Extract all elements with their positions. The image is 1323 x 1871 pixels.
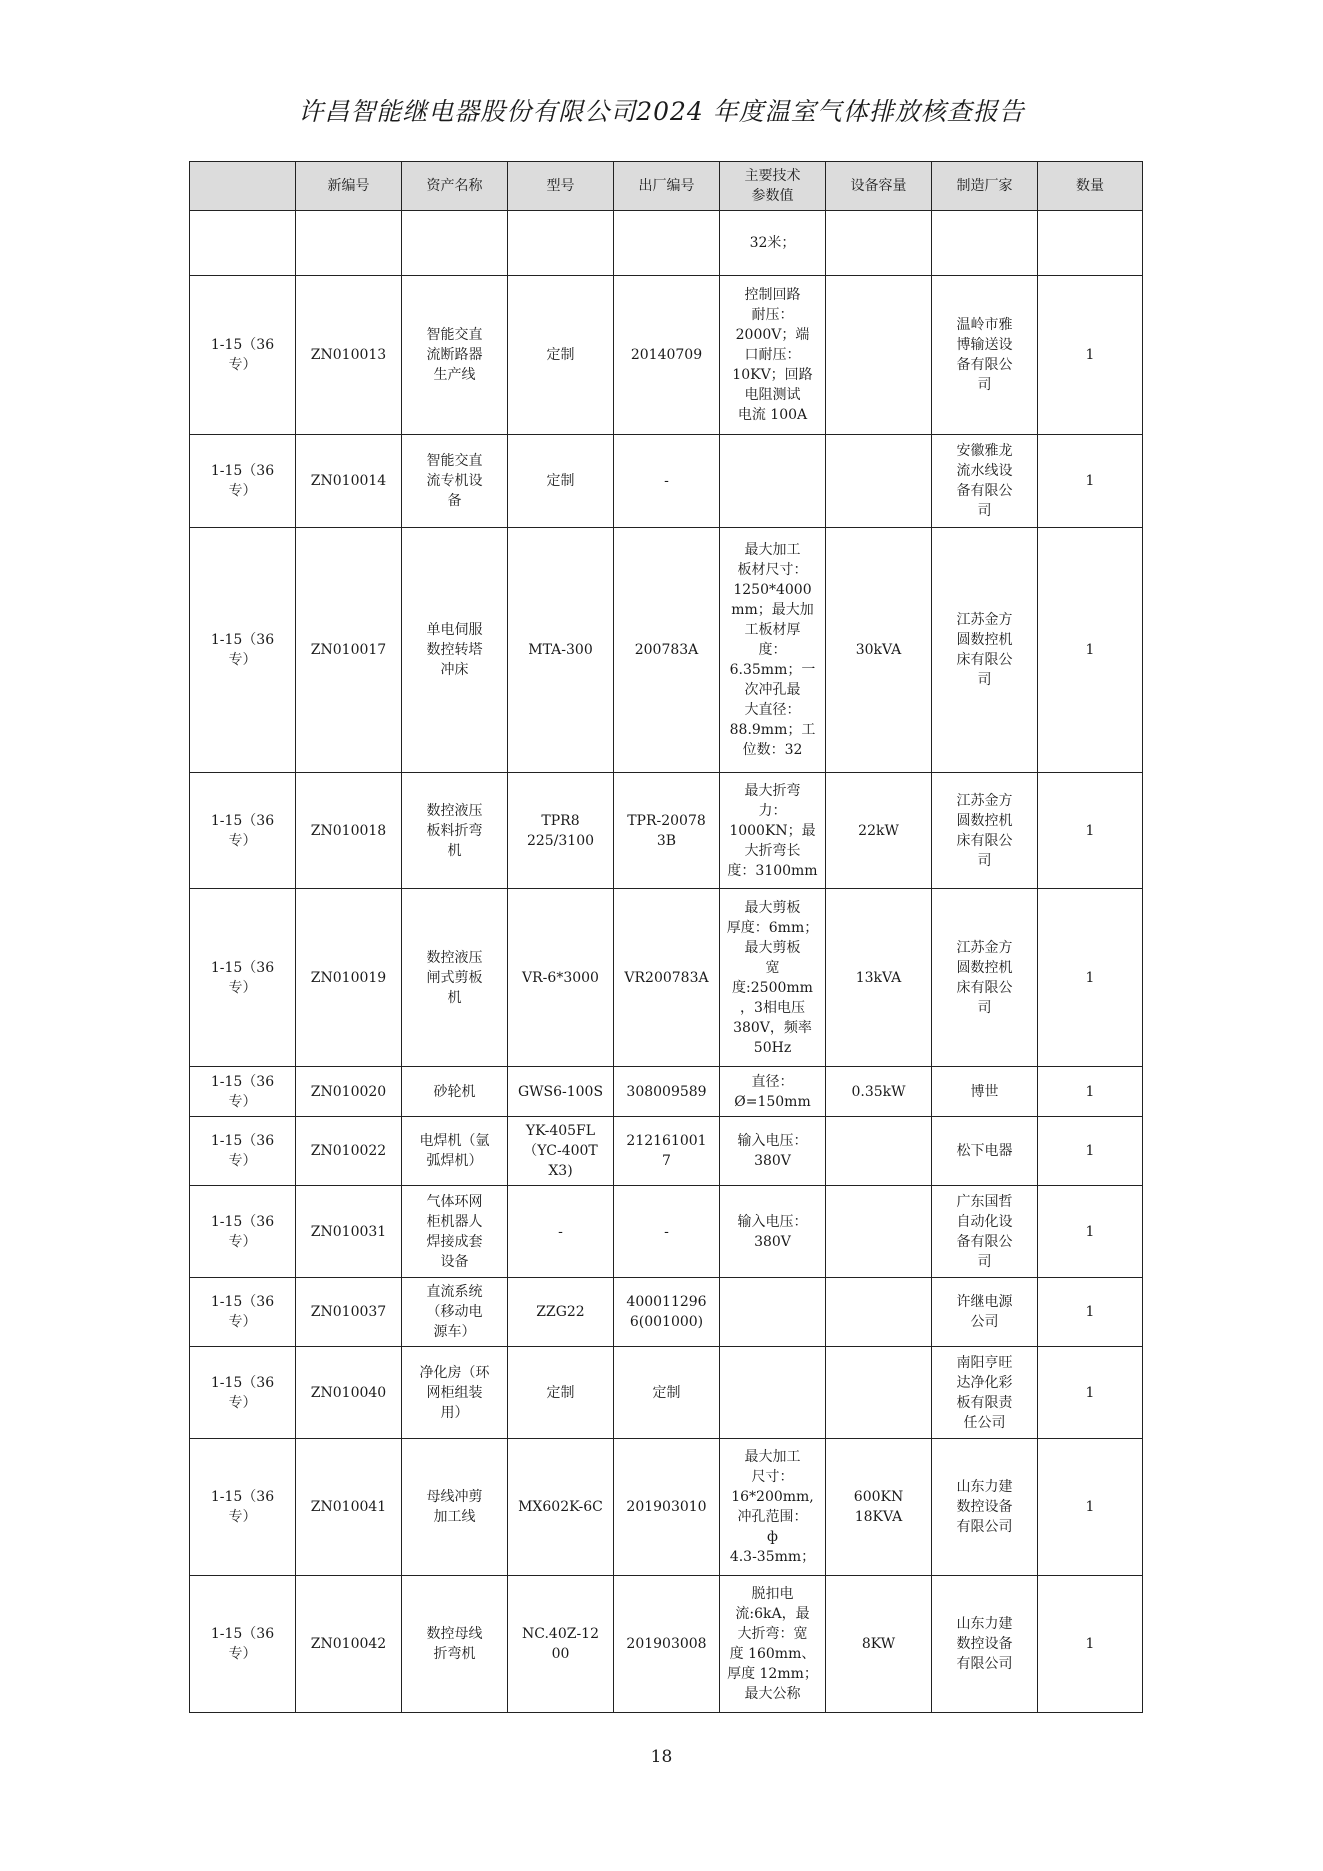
technical-params-cell: 控制回路 耐压： 2000V；端 口耐压： 10KV；回路 电阻测试 电流 100A: [720, 276, 826, 435]
category-cell: 1-15（36 专）: [190, 528, 296, 773]
technical-params-cell: 输入电压： 380V: [720, 1186, 826, 1278]
asset-id-cell: ZN010018: [296, 773, 402, 889]
asset-id-cell: ZN010031: [296, 1186, 402, 1278]
serial-number-cell: -: [614, 1186, 720, 1278]
category-cell: 1-15（36 专）: [190, 1067, 296, 1117]
manufacturer-cell: 松下电器: [932, 1117, 1038, 1186]
asset-name-cell: 智能交直 流专机设 备: [402, 435, 508, 528]
technical-params-cell: 32米；: [720, 211, 826, 276]
model-cell: 定制: [508, 435, 614, 528]
asset-id-cell: ZN010019: [296, 889, 402, 1067]
model-cell: [508, 211, 614, 276]
technical-params-cell: [720, 1347, 826, 1439]
capacity-cell: [826, 435, 932, 528]
quantity-cell: 1: [1038, 528, 1143, 773]
quantity-cell: 1: [1038, 276, 1143, 435]
model-cell: ZZG22: [508, 1278, 614, 1347]
asset-id-cell: ZN010014: [296, 435, 402, 528]
asset-id-cell: ZN010017: [296, 528, 402, 773]
asset-id-cell: ZN010037: [296, 1278, 402, 1347]
quantity-cell: 1: [1038, 773, 1143, 889]
model-cell: MX602K-6C: [508, 1439, 614, 1576]
capacity-cell: [826, 1347, 932, 1439]
page-number: 18: [650, 1747, 673, 1767]
table-row: [190, 276, 1143, 435]
asset-name-cell: 砂轮机: [402, 1067, 508, 1117]
category-cell: 1-15（36 专）: [190, 1278, 296, 1347]
category-cell: 1-15（36 专）: [190, 435, 296, 528]
serial-number-cell: -: [614, 435, 720, 528]
asset-name-cell: 电焊机（氩 弧焊机）: [402, 1117, 508, 1186]
category-cell: 1-15（36 专）: [190, 1439, 296, 1576]
category-cell: 1-15（36 专）: [190, 1576, 296, 1713]
table-row: [190, 435, 1143, 528]
asset-name-cell: 母线冲剪 加工线: [402, 1439, 508, 1576]
capacity-cell: 0.35kW: [826, 1067, 932, 1117]
table-row: [190, 1576, 1143, 1713]
model-cell: 定制: [508, 276, 614, 435]
manufacturer-cell: 博世: [932, 1067, 1038, 1117]
manufacturer-cell: 安徽雅龙 流水线设 备有限公 司: [932, 435, 1038, 528]
quantity-cell: 1: [1038, 1347, 1143, 1439]
table-row: [190, 1186, 1143, 1278]
quantity-cell: 1: [1038, 1278, 1143, 1347]
manufacturer-cell: 山东力建 数控设备 有限公司: [932, 1576, 1038, 1713]
model-cell: YK-405FL （YC-400T X3): [508, 1117, 614, 1186]
header-serial-number: 出厂编号: [614, 162, 720, 211]
asset-name-cell: 智能交直 流断路器 生产线: [402, 276, 508, 435]
category-cell: [190, 211, 296, 276]
technical-params-cell: 输入电压： 380V: [720, 1117, 826, 1186]
serial-number-cell: VR200783A: [614, 889, 720, 1067]
table-header-row: [190, 162, 1143, 211]
serial-number-cell: 212161001 7: [614, 1117, 720, 1186]
table-row: [190, 889, 1143, 1067]
quantity-cell: 1: [1038, 889, 1143, 1067]
header-technical-params: 主要技术 参数值: [720, 162, 826, 211]
header-quantity: 数量: [1038, 162, 1143, 211]
asset-name-cell: 净化房（环 网柜组装 用）: [402, 1347, 508, 1439]
table-row: [190, 528, 1143, 773]
capacity-cell: 22kW: [826, 773, 932, 889]
table-row: [190, 1117, 1143, 1186]
asset-id-cell: ZN010042: [296, 1576, 402, 1713]
manufacturer-cell: 江苏金方 圆数控机 床有限公 司: [932, 889, 1038, 1067]
asset-id-cell: [296, 211, 402, 276]
serial-number-cell: [614, 211, 720, 276]
table-row: [190, 211, 1143, 276]
table-row: [190, 1067, 1143, 1117]
serial-number-cell: 定制: [614, 1347, 720, 1439]
capacity-cell: [826, 1117, 932, 1186]
category-cell: 1-15（36 专）: [190, 1117, 296, 1186]
serial-number-cell: 201903010: [614, 1439, 720, 1576]
manufacturer-cell: [932, 211, 1038, 276]
asset-id-cell: ZN010041: [296, 1439, 402, 1576]
serial-number-cell: 20140709: [614, 276, 720, 435]
serial-number-cell: 400011296 6(001000): [614, 1278, 720, 1347]
quantity-cell: 1: [1038, 1186, 1143, 1278]
asset-name-cell: 数控液压 闸式剪板 机: [402, 889, 508, 1067]
manufacturer-cell: 南阳亨旺 达净化彩 板有限责 任公司: [932, 1347, 1038, 1439]
serial-number-cell: 201903008: [614, 1576, 720, 1713]
capacity-cell: 8KW: [826, 1576, 932, 1713]
serial-number-cell: 200783A: [614, 528, 720, 773]
capacity-cell: 13kVA: [826, 889, 932, 1067]
table-row: [190, 1347, 1143, 1439]
capacity-cell: [826, 1186, 932, 1278]
capacity-cell: [826, 1278, 932, 1347]
quantity-cell: 1: [1038, 1067, 1143, 1117]
model-cell: NC.40Z-12 00: [508, 1576, 614, 1713]
technical-params-cell: 脱扣电 流:6kA，最 大折弯：宽 度 160mm、 厚度 12mm； 最大公称: [720, 1576, 826, 1713]
technical-params-cell: [720, 435, 826, 528]
header-capacity: 设备容量: [826, 162, 932, 211]
asset-name-cell: 气体环网 柜机器人 焊接成套 设备: [402, 1186, 508, 1278]
category-cell: 1-15（36 专）: [190, 276, 296, 435]
capacity-cell: [826, 211, 932, 276]
serial-number-cell: TPR-20078 3B: [614, 773, 720, 889]
manufacturer-cell: 山东力建 数控设备 有限公司: [932, 1439, 1038, 1576]
category-cell: 1-15（36 专）: [190, 1347, 296, 1439]
page-title: 许昌智能继电器股份有限公司2024 年度温室气体排放核查报告: [298, 97, 1025, 126]
technical-params-cell: 最大加工 板材尺寸： 1250*4000 mm；最大加 工板材厚 度： 6.35mm；一 次冲孔最 大直径： 88.9mm；工 位数：32: [720, 528, 826, 773]
category-cell: 1-15（36 专）: [190, 1186, 296, 1278]
asset-name-cell: 单电伺服 数控转塔 冲床: [402, 528, 508, 773]
manufacturer-cell: 广东国哲 自动化设 备有限公 司: [932, 1186, 1038, 1278]
asset-table: [189, 161, 1143, 1713]
manufacturer-cell: 江苏金方 圆数控机 床有限公 司: [932, 773, 1038, 889]
quantity-cell: 1: [1038, 1439, 1143, 1576]
header-blank: [190, 162, 296, 211]
asset-name-cell: [402, 211, 508, 276]
asset-id-cell: ZN010022: [296, 1117, 402, 1186]
model-cell: GWS6-100S: [508, 1067, 614, 1117]
model-cell: MTA-300: [508, 528, 614, 773]
model-cell: TPR8 225/3100: [508, 773, 614, 889]
header-model: 型号: [508, 162, 614, 211]
manufacturer-cell: 许继电源 公司: [932, 1278, 1038, 1347]
quantity-cell: [1038, 211, 1143, 276]
header-manufacturer: 制造厂家: [932, 162, 1038, 211]
technical-params-cell: 直径： Ø=150mm: [720, 1067, 826, 1117]
serial-number-cell: 308009589: [614, 1067, 720, 1117]
technical-params-cell: [720, 1278, 826, 1347]
header-asset-name: 资产名称: [402, 162, 508, 211]
capacity-cell: 600KN 18KVA: [826, 1439, 932, 1576]
quantity-cell: 1: [1038, 1117, 1143, 1186]
asset-name-cell: 数控母线 折弯机: [402, 1576, 508, 1713]
asset-name-cell: 直流系统 （移动电 源车）: [402, 1278, 508, 1347]
model-cell: 定制: [508, 1347, 614, 1439]
manufacturer-cell: 江苏金方 圆数控机 床有限公 司: [932, 528, 1038, 773]
quantity-cell: 1: [1038, 435, 1143, 528]
model-cell: VR-6*3000: [508, 889, 614, 1067]
quantity-cell: 1: [1038, 1576, 1143, 1713]
asset-id-cell: ZN010013: [296, 276, 402, 435]
table-row: [190, 773, 1143, 889]
asset-id-cell: ZN010020: [296, 1067, 402, 1117]
capacity-cell: [826, 276, 932, 435]
model-cell: -: [508, 1186, 614, 1278]
header-new-id: 新编号: [296, 162, 402, 211]
manufacturer-cell: 温岭市雅 博输送设 备有限公 司: [932, 276, 1038, 435]
capacity-cell: 30kVA: [826, 528, 932, 773]
technical-params-cell: 最大加工 尺寸： 16*200mm, 冲孔范围： ф 4.3-35mm；: [720, 1439, 826, 1576]
category-cell: 1-15（36 专）: [190, 889, 296, 1067]
asset-id-cell: ZN010040: [296, 1347, 402, 1439]
table-row: [190, 1278, 1143, 1347]
asset-name-cell: 数控液压 板料折弯 机: [402, 773, 508, 889]
technical-params-cell: 最大折弯 力： 1000KN；最 大折弯长 度：3100mm: [720, 773, 826, 889]
table-row: [190, 1439, 1143, 1576]
technical-params-cell: 最大剪板 厚度：6mm； 最大剪板 宽 度:2500mm ，3相电压 380V，频率 50Hz: [720, 889, 826, 1067]
category-cell: 1-15（36 专）: [190, 773, 296, 889]
